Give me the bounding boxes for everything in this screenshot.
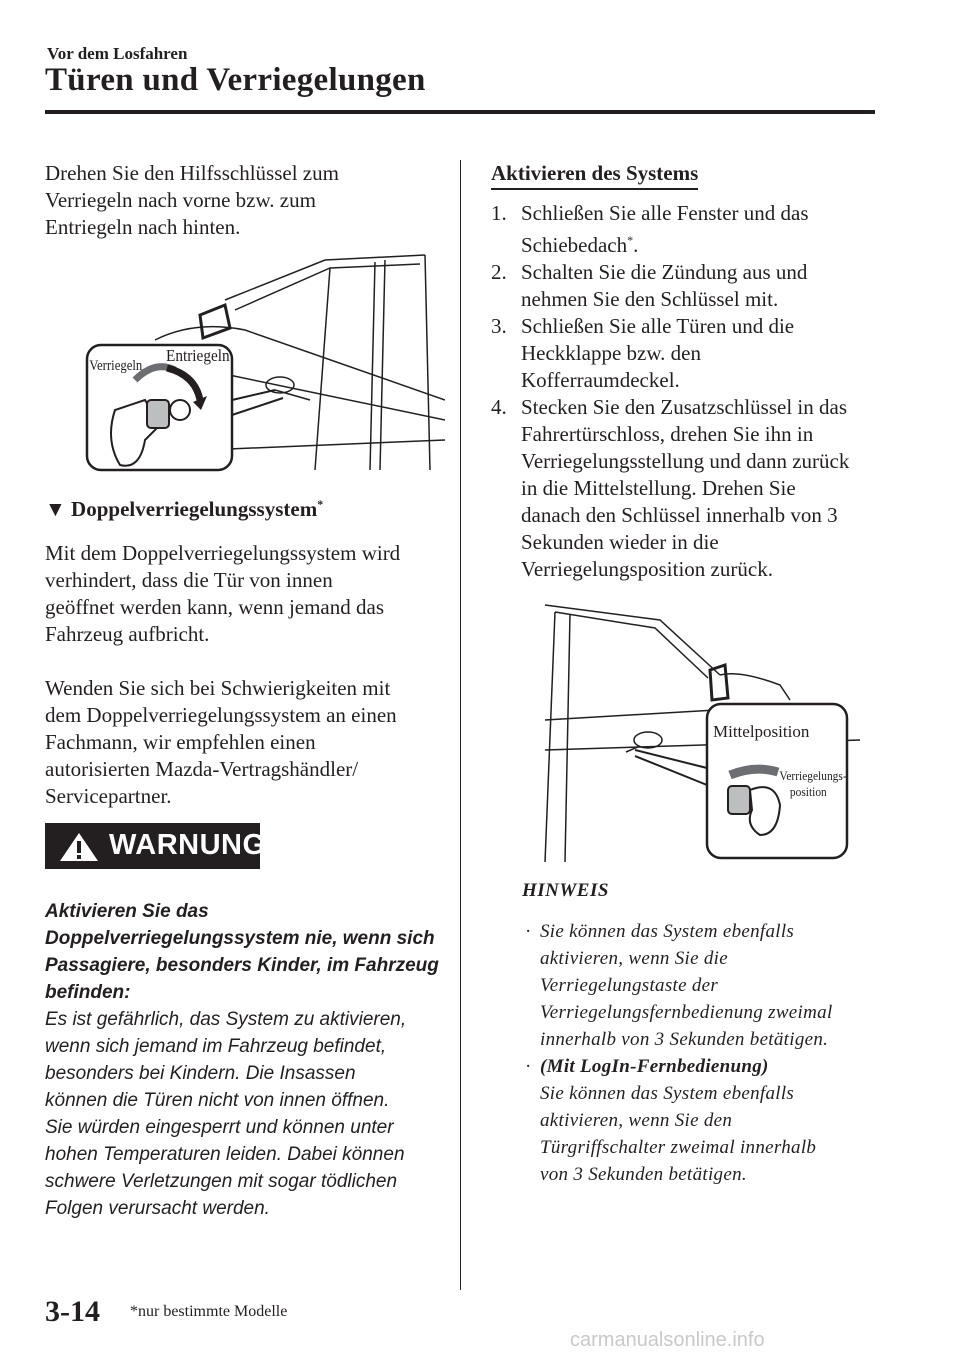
key-rotation-figure bbox=[85, 250, 445, 475]
step-number: 2. bbox=[491, 260, 507, 284]
para-line: Fachmann, wir empfehlen einen bbox=[45, 730, 316, 754]
step-line: in die Mittelstellung. Drehen Sie bbox=[521, 476, 796, 500]
step-line: Heckklappe bzw. den bbox=[521, 341, 701, 365]
note-line: Türgriffschalter zweimal innerhalb bbox=[540, 1137, 817, 1158]
warning-triangle-icon bbox=[59, 832, 99, 862]
note-line: Sie können das System ebenfalls bbox=[540, 921, 795, 942]
para-line: verhindert, dass die Tür von innen bbox=[45, 568, 333, 592]
warning-banner bbox=[45, 823, 266, 869]
warning-body-line: wenn sich jemand im Fahrzeug befindet, bbox=[45, 1036, 387, 1057]
warning-body-line: Folgen verursacht werden. bbox=[45, 1198, 270, 1219]
intro-line: Verriegeln nach vorne bzw. zum bbox=[45, 188, 316, 212]
warning-bold-line: Aktivieren Sie das bbox=[45, 901, 209, 922]
unlock-label: Entriegeln bbox=[166, 347, 230, 366]
para-line: autorisierten Mazda-Vertragshändler/ bbox=[45, 757, 359, 781]
warning-body-line: Sie würden eingesperrt und können unter bbox=[45, 1117, 394, 1138]
warning-body-line: hohen Temperaturen leiden. Dabei können bbox=[45, 1144, 405, 1165]
warning-text bbox=[45, 898, 445, 1222]
note-line: von 3 Sekunden betätigen. bbox=[540, 1164, 747, 1185]
warning-body-line: können die Türen nicht von innen öffnen. bbox=[45, 1090, 390, 1111]
step-line: nehmen Sie den Schlüssel mit. bbox=[521, 287, 779, 311]
para-line: Servicepartner. bbox=[45, 784, 172, 808]
triangle-down-icon: ▼ bbox=[45, 497, 66, 521]
notes-list bbox=[522, 918, 902, 1188]
subheading-double-lock bbox=[45, 497, 323, 522]
step-line: Kofferraumdeckel. bbox=[521, 368, 680, 392]
note-line: Sie können das System ebenfalls bbox=[540, 1083, 795, 1104]
footnote-marker: * bbox=[627, 233, 634, 247]
step-line: Schalten Sie die Zündung aus und bbox=[521, 260, 808, 284]
intro-line: Drehen Sie den Hilfsschlüssel zum bbox=[45, 161, 339, 185]
note-line: innerhalb von 3 Sekunden betätigen. bbox=[540, 1029, 829, 1050]
note-item bbox=[522, 918, 902, 1053]
step-line: Sekunden wieder in die bbox=[521, 530, 719, 554]
para-line: Fahrzeug aufbricht. bbox=[45, 622, 210, 646]
note-line: aktivieren, wenn Sie den bbox=[540, 1110, 733, 1131]
step-line: Stecken Sie den Zusatzschlüssel in das bbox=[521, 395, 848, 419]
warning-bold-line: Passagiere, besonders Kinder, im Fahrzeug bbox=[45, 955, 439, 976]
page-number: 3-14 bbox=[45, 1295, 100, 1328]
activation-heading: Aktivieren des Systems bbox=[491, 161, 698, 190]
section-label: Vor dem Losfahren bbox=[47, 44, 188, 63]
para-line: geöffnet werden kann, wenn jemand das bbox=[45, 595, 384, 619]
warning-body-line: schwere Verletzungen mit sogar tödlichen bbox=[45, 1171, 398, 1192]
step-line: Verriegelungsstellung und dann zurück bbox=[521, 449, 850, 473]
bullet-icon: · bbox=[525, 1056, 532, 1077]
column-divider bbox=[460, 160, 461, 1290]
note-item bbox=[522, 1053, 902, 1188]
step-number: 4. bbox=[491, 395, 507, 419]
middle-position-label: Mittelposition bbox=[713, 722, 810, 741]
key-middle-position-figure bbox=[540, 600, 860, 862]
intro-paragraph bbox=[45, 160, 440, 241]
activation-steps bbox=[491, 200, 896, 583]
page-title: Türen und Verriegelungen bbox=[45, 62, 426, 98]
step-number: 3. bbox=[491, 314, 507, 338]
step-line: Fahrertürschloss, drehen Sie ihn in bbox=[521, 422, 814, 446]
header-rule bbox=[45, 110, 875, 114]
step-line: danach den Schlüssel innerhalb von 3 bbox=[521, 503, 838, 527]
step-item bbox=[491, 259, 896, 313]
step-number: 1. bbox=[491, 201, 507, 225]
lock-label: Verriegeln bbox=[89, 358, 143, 375]
warning-bold-line: Doppelverriegelungssystem nie, wenn sich bbox=[45, 928, 435, 949]
note-bold-line: (Mit LogIn-Fernbedienung) bbox=[540, 1056, 769, 1077]
double-lock-paragraph-2 bbox=[45, 675, 440, 810]
footnote-marker: * bbox=[317, 497, 324, 511]
note-line: Verriegelungsfernbedienung zweimal bbox=[540, 1002, 833, 1023]
step-line: Verriegelungsposition zurück. bbox=[521, 557, 773, 581]
warning-body-line: Es ist gefährlich, das System zu aktivieren, bbox=[45, 1009, 407, 1030]
warning-body-line: besonders bei Kindern. Die Insassen bbox=[45, 1063, 356, 1084]
note-heading: HINWEIS bbox=[522, 880, 609, 901]
para-line: Mit dem Doppelverriegelungssystem wird bbox=[45, 541, 401, 565]
warning-label: WARNUNG bbox=[109, 829, 266, 861]
step-line: Schließen Sie alle Fenster und das bbox=[521, 201, 809, 225]
double-lock-paragraph-1 bbox=[45, 540, 440, 648]
step-item bbox=[491, 394, 896, 583]
step-item bbox=[491, 313, 896, 394]
bullet-icon: · bbox=[525, 921, 532, 942]
subheading-text: Doppelverriegelungssystem bbox=[71, 497, 318, 521]
para-line: Wenden Sie sich bei Schwierigkeiten mit bbox=[45, 676, 391, 700]
step-item bbox=[491, 200, 896, 259]
step-line-end: . bbox=[633, 233, 639, 257]
lock-position-label-line2: position bbox=[789, 784, 827, 800]
note-line: aktivieren, wenn Sie die bbox=[540, 948, 728, 969]
footnote: *nur bestimmte Modelle bbox=[130, 1303, 288, 1320]
lock-position-label-line1: Verriegelungs- bbox=[779, 768, 847, 784]
para-line: dem Doppelverriegelungssystem an einen bbox=[45, 703, 397, 727]
note-line: Verriegelungstaste der bbox=[540, 975, 719, 996]
intro-line: Entriegeln nach hinten. bbox=[45, 215, 241, 239]
warning-bold-line: befinden: bbox=[45, 982, 131, 1003]
step-line: Schiebedach bbox=[521, 233, 628, 257]
step-line: Schließen Sie alle Türen und die bbox=[521, 314, 795, 338]
watermark: carmanualsonline.info bbox=[570, 1329, 765, 1351]
